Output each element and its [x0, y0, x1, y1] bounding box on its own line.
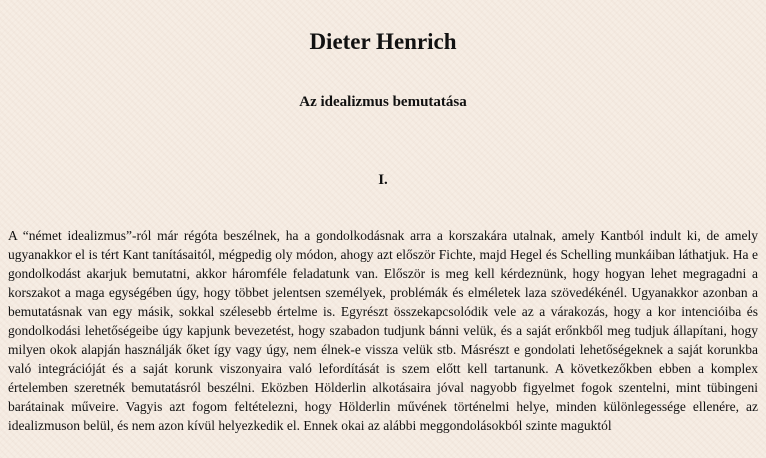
author-heading: Dieter Henrich	[309, 29, 457, 54]
section-number: I.	[378, 172, 388, 188]
body-paragraph: A “német idealizmus”-ról már régóta beszélnek, ha a gondolkodásnak arra a korszakára utalnak, amely Kantból indult ki, de amely ugyanakkor el is tért Kant tanításaitól, mégpedig oly módon, ahogy azt először Fichte, majd Hegel és Schelling munkáiban láthatjuk. Ha e gondolkodást akarjuk bemutatni, akkor háromféle feladatunk van. Először is meg kell kérdeznünk, hogy hogyan lehet megragadni a korszakot a maga egységében úgy, hogy többet jelentsen személyek, problémák és elméletek laza szövedékénél. Ugyanakkor azonban a bemutatásnak van egy másik, sokkal szélesebb értelme is. Egyrészt összekapcsolódik vele az a várakozás, hogy a kor intencióiba és gondolkodási lehetőségeibe úgy kapjunk bevezetést, hogy szabadon tudjunk bánni velük, és a saját erőnkből meg tudjuk állapítani, hogy milyen okok alapján használják őket így vagy úgy, nem élnek-e vissza velük stb. Másrészt e gondolati lehetőségeknek a saját korunkba való integrációját és a saját korunk viszonyaira való lefordítását is szem előtt kell tartanunk. A következőkben ebben a komplex értelemben szeretnék bemutatásról beszélni. Eközben Hölderlin alkotásaira jóval nagyobb figyelmet fogok szentelni, mint tübingeni barátainak műveire. Vagyis azt fogom feltételezni, hogy Hölderlin művének történelmi helye, minden különlegessége ellenére, az idealizmuson belül, és nem azon kívül helyezkedik el. Ennek okai az alábbi meggondolásokból szinte maguktól	[8, 228, 758, 433]
work-title: Az idealizmus bemutatása	[299, 94, 467, 110]
